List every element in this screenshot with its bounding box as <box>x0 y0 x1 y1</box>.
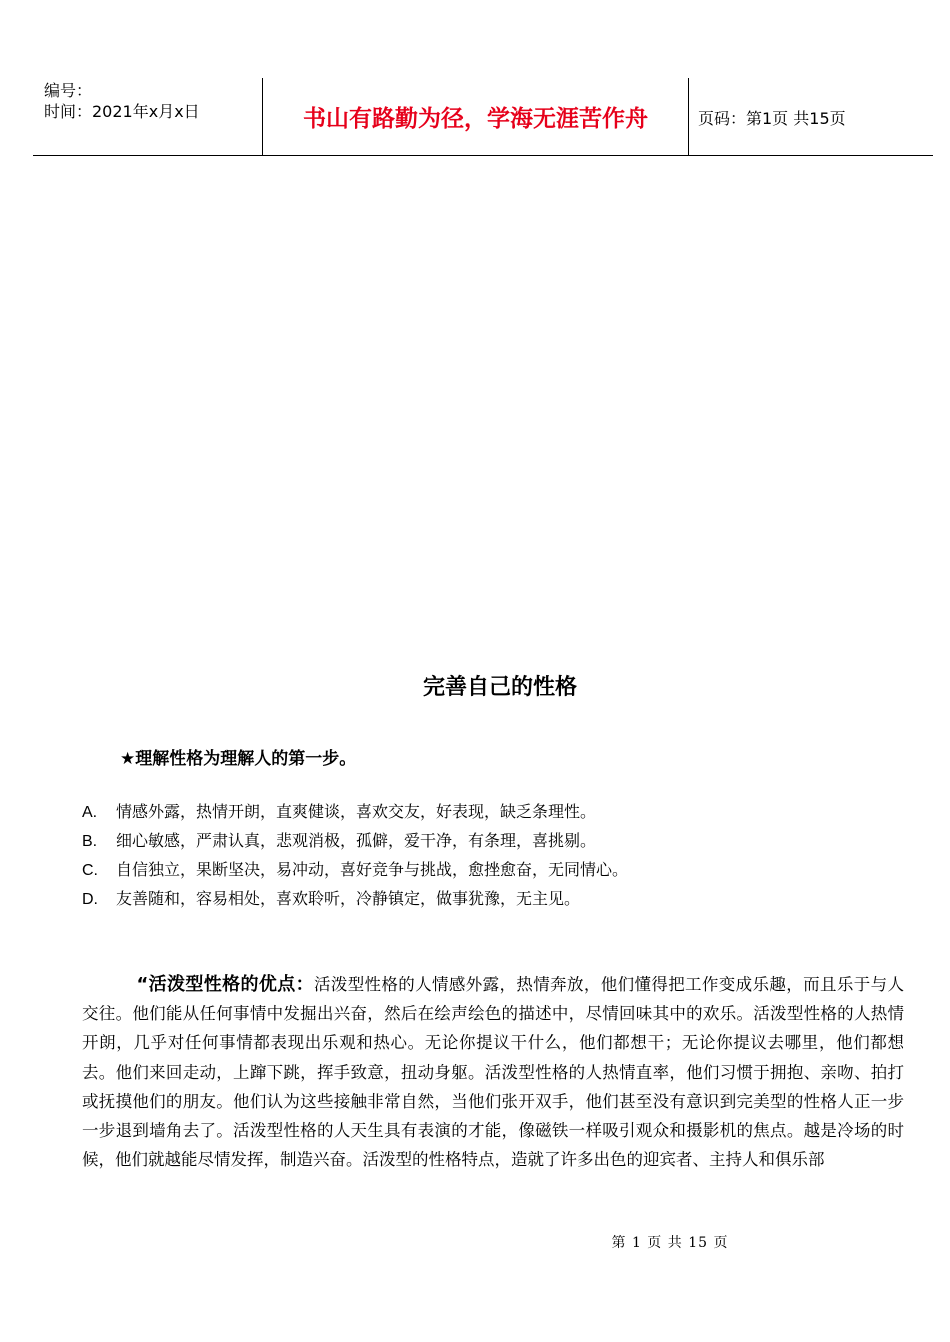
option-c <box>82 855 628 884</box>
subheading: ★理解性格为理解人的第一步。 <box>120 749 357 769</box>
paragraph-body: 活泼型性格的人情感外露，热情奔放，他们懂得把工作变成乐趣，而且乐于与人交往。他们能从任何事情中发掘出兴奋，然后在绘声绘色的描述中，尽情回味其中的欢乐。活泼型性格的人热情开朗，几乎对任何事情都表现出乐观和热心。无论你提议干什么，他们都想干；无论你提议去哪里，他们都想去。他们来回走动，上蹿下跳，挥手致意，扭动身躯。活泼型性格的人热情直率，他们习惯于拥抱、亲吻、拍打或抚摸他们的朋友。他们认为这些接触非常自然，当他们张开双手，他们甚至没有意识到完美型的性格人正一步一步退到墙角去了。活泼型性格的人天生具有表演的才能，像磁铁一样吸引观众和摄影机的焦点。越是冷场的时候，他们就越能尽情发挥，制造兴奋。活泼型的性格特点，造就了许多出色的迎宾者、主持人和俱乐部 <box>82 975 904 1170</box>
option-text: 友善随和，容易相处，喜欢聆听，冷静镇定，做事犹豫，无主见。 <box>116 889 581 908</box>
option-b <box>82 826 628 855</box>
option-text: 情感外露，热情开朗，直爽健谈，喜欢交友，好表现，缺乏条理性。 <box>116 802 597 821</box>
header-page-number: 页码：第1页 共15页 <box>698 109 846 128</box>
option-a <box>82 797 628 826</box>
header-divider-right <box>688 78 689 155</box>
document-title: 完善自己的性格 <box>422 675 577 700</box>
option-d <box>82 884 628 913</box>
header-motto: 书山有路勤为径，学海无涯苦作舟 <box>303 106 648 132</box>
option-letter: A. <box>82 804 98 821</box>
header-table <box>33 78 933 156</box>
body-paragraph <box>82 970 904 1174</box>
footer-page-number: 第 1 页 共 15 页 <box>611 1235 729 1251</box>
paragraph-lead: “活泼型性格的优点： <box>136 974 314 995</box>
time-label: 时间：2021年x月x日 <box>44 102 200 121</box>
serial-label: 编号： <box>44 81 93 100</box>
option-letter: C. <box>82 862 98 879</box>
header-info <box>44 80 200 122</box>
option-text: 自信独立，果断坚决，易冲动，喜好竞争与挑战，愈挫愈奋，无同情心。 <box>116 860 629 879</box>
option-letter: D. <box>82 891 98 908</box>
option-list <box>82 797 628 913</box>
option-text: 细心敏感，严肃认真，悲观消极，孤僻，爱干净，有条理，喜挑剔。 <box>116 831 597 850</box>
option-letter: B. <box>82 833 98 850</box>
